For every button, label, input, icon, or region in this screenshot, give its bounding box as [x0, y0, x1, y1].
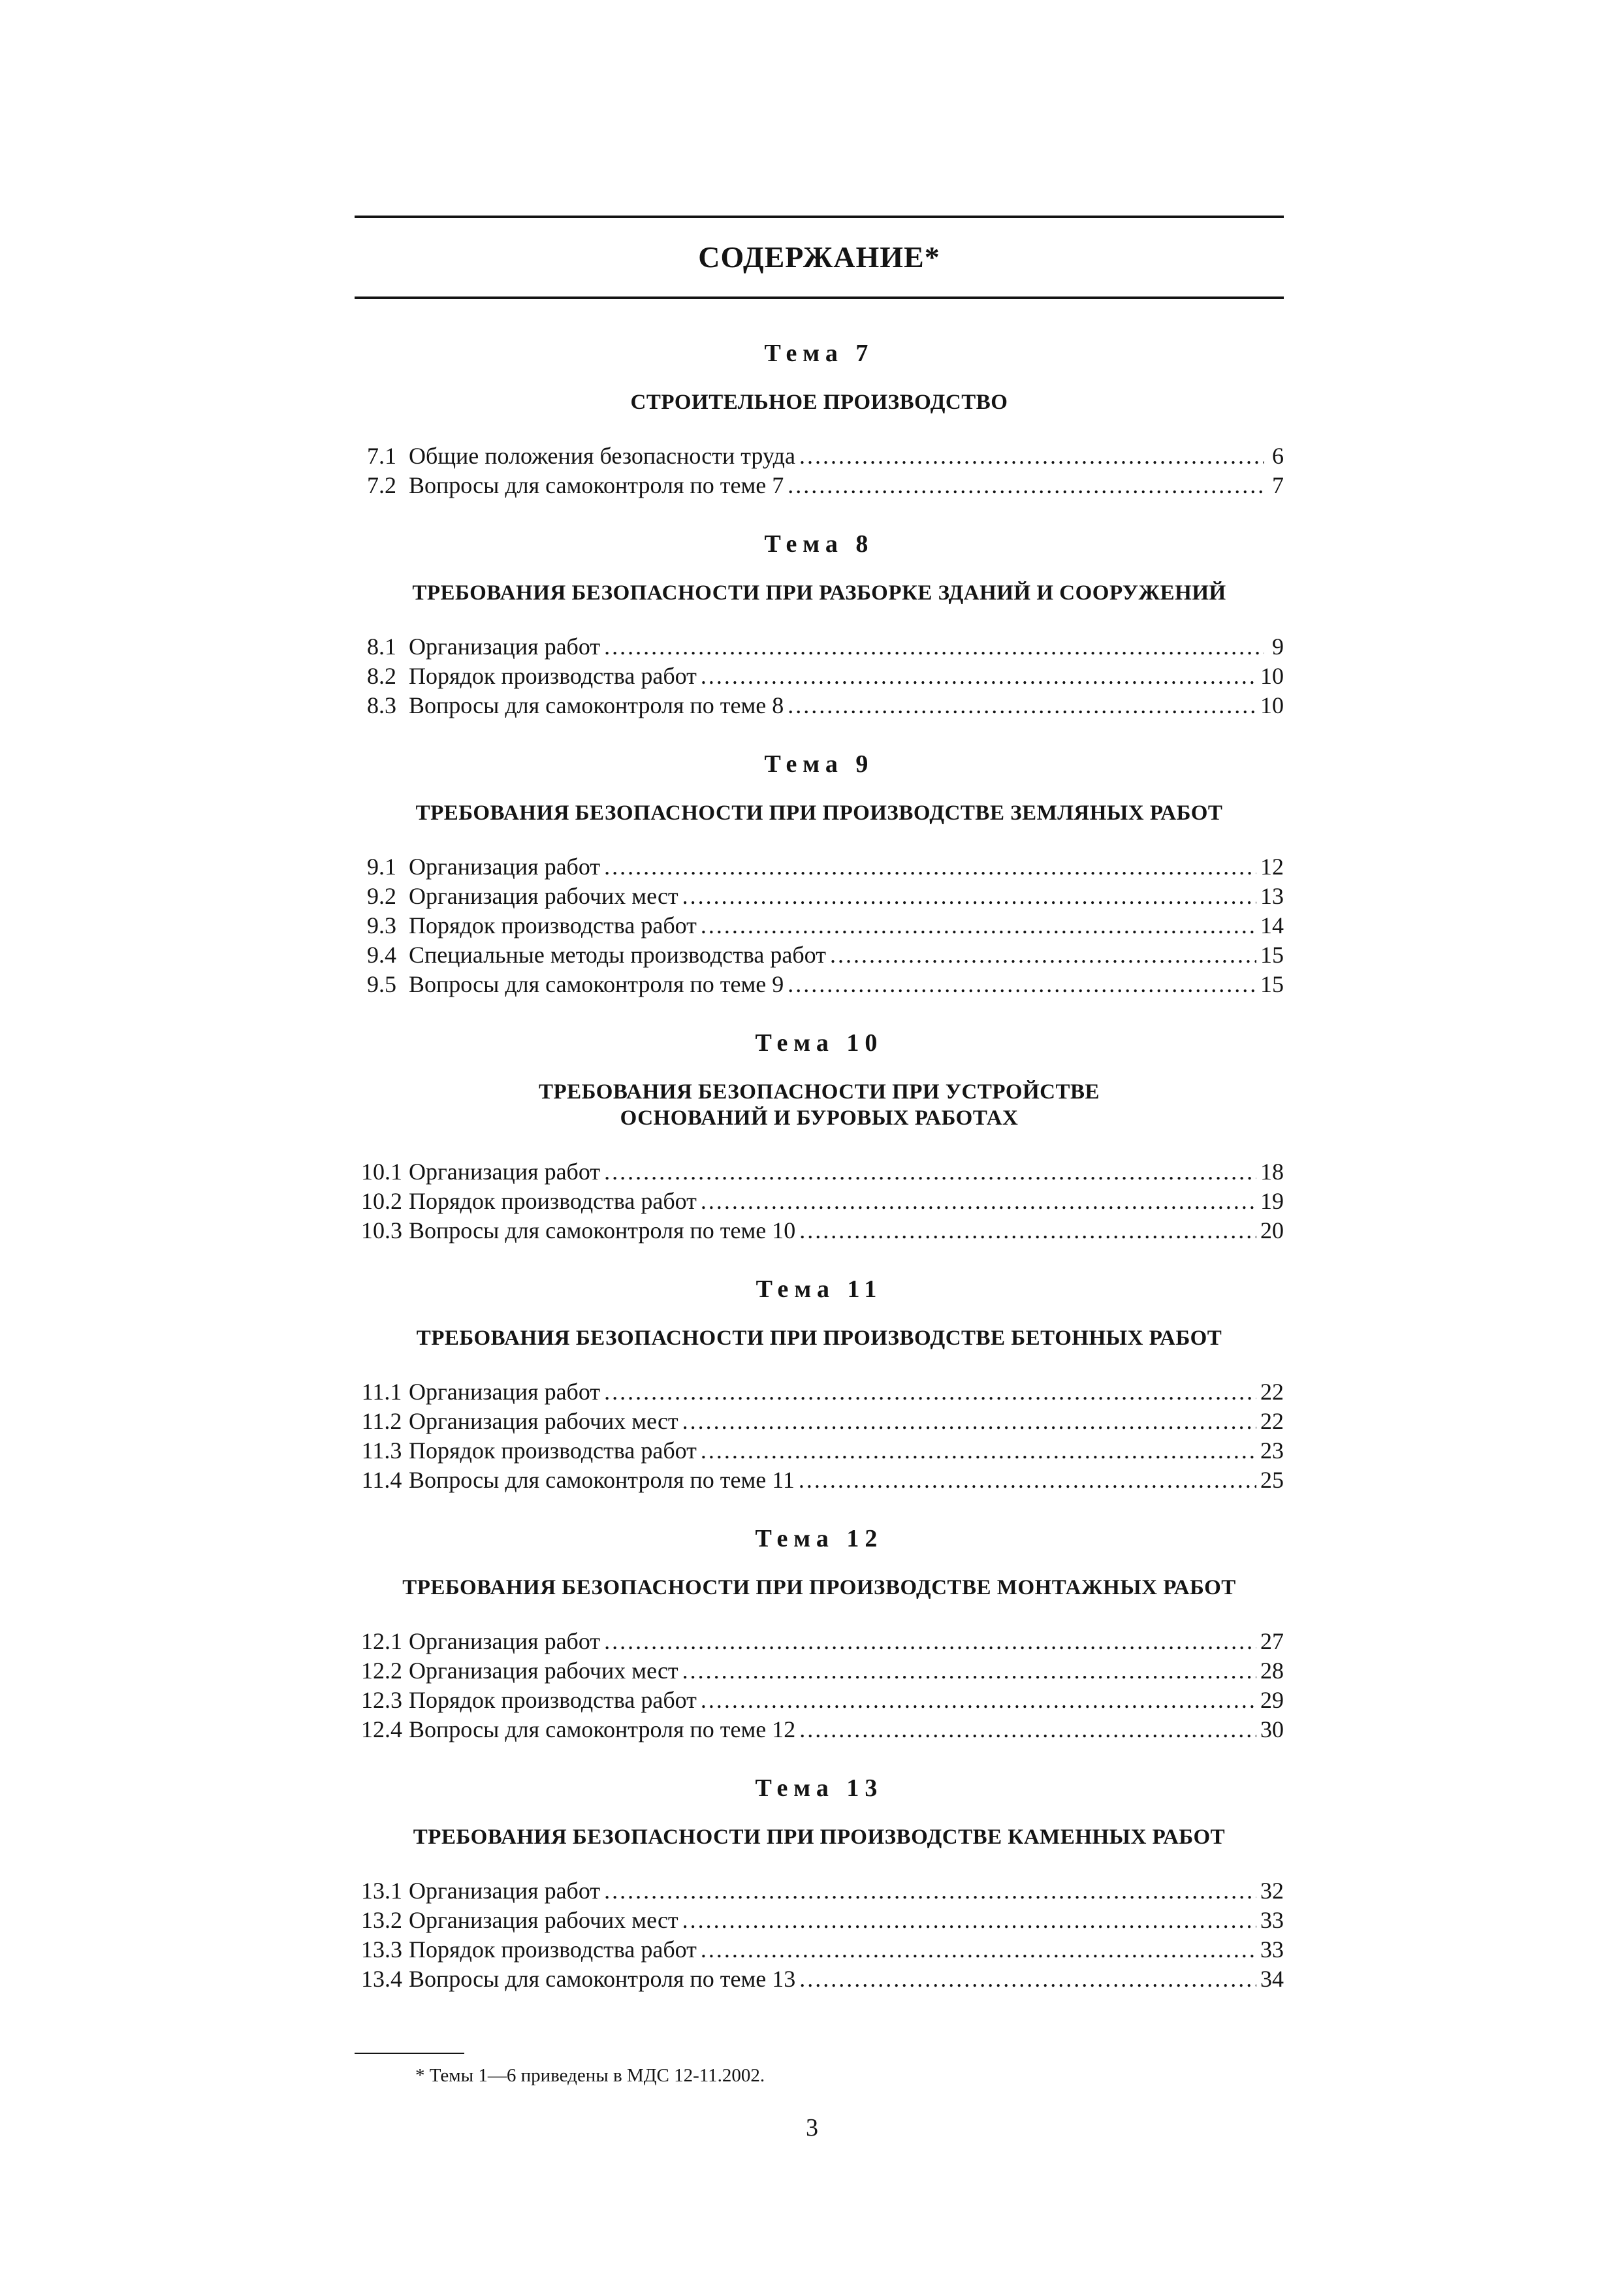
toc-entry[interactable] [355, 1715, 1284, 1744]
entry-text: Вопросы для самоконтроля по теме 8 [409, 692, 784, 718]
toc-entry[interactable] [355, 1906, 1284, 1935]
entry-page: 22 [1260, 1379, 1284, 1405]
entry-page: 13 [1260, 883, 1284, 909]
dot-leader [604, 1627, 1256, 1656]
topic-title: СТРОИТЕЛЬНОЕ ПРОИЗВОДСТВО [630, 391, 1008, 414]
topic-title: ТРЕБОВАНИЯ БЕЗОПАСНОСТИ ПРИ ПРОИЗВОДСТВЕ БЕТОННЫХ РАБОТ [416, 1326, 1222, 1350]
entry-page: 15 [1260, 942, 1284, 968]
dot-leader [799, 441, 1264, 471]
toc-entry[interactable] [355, 1407, 1284, 1436]
entry-text: Вопросы для самоконтроля по теме 7 [409, 472, 784, 498]
entry-text: Организация рабочих мест [409, 1658, 678, 1684]
dot-leader [682, 1656, 1256, 1686]
entry-number: 12.1 [361, 1628, 402, 1654]
dot-leader [604, 1876, 1256, 1906]
topic-entries [355, 441, 1284, 500]
entry-page: 29 [1260, 1687, 1284, 1713]
entry-number: 12.4 [361, 1716, 402, 1742]
toc-entry[interactable] [355, 1377, 1284, 1407]
entry-text: Организация работ [409, 854, 601, 880]
topic-entries [355, 1377, 1284, 1495]
dot-leader [788, 970, 1256, 999]
entry-number: 10.3 [361, 1217, 402, 1243]
topic-number: Тема 10 [755, 1029, 884, 1057]
entry-page: 18 [1260, 1159, 1284, 1185]
entry-number: 7.1 [367, 443, 396, 469]
entry-number: 12.3 [361, 1687, 402, 1713]
entry-page: 25 [1260, 1467, 1284, 1493]
dot-leader [604, 632, 1264, 662]
topic-entries [355, 1876, 1284, 1994]
entry-text: Порядок производства работ [409, 1936, 697, 1963]
entry-text: Вопросы для самоконтроля по теме 9 [409, 971, 784, 997]
entry-number: 12.2 [361, 1658, 402, 1684]
entry-text: Порядок производства работ [409, 1188, 697, 1214]
entry-number: 9.3 [367, 912, 396, 938]
entry-text: Порядок производства работ [409, 1687, 697, 1713]
entry-page: 27 [1260, 1628, 1284, 1654]
table-of-contents [355, 216, 1284, 1994]
entry-number: 9.4 [367, 942, 396, 968]
topic-number: Тема 7 [764, 340, 874, 367]
title-bottom-rule [355, 297, 1284, 299]
entry-number: 11.2 [361, 1408, 402, 1434]
entry-text: Порядок производства работ [409, 1437, 697, 1464]
toc-entry[interactable] [355, 1686, 1284, 1715]
topic-number: Тема 13 [755, 1774, 884, 1802]
page-title: СОДЕРЖАНИЕ* [698, 240, 940, 274]
footnote-rule [355, 2053, 464, 2054]
dot-leader [788, 471, 1264, 500]
toc-entry[interactable] [355, 1627, 1284, 1656]
entry-page: 10 [1260, 663, 1284, 689]
topic-number: Тема 9 [764, 750, 874, 778]
entry-text: Организация работ [409, 633, 601, 660]
dot-leader [701, 1686, 1256, 1715]
topic-12-section [355, 1521, 1284, 1744]
entry-page: 12 [1260, 854, 1284, 880]
entry-number: 9.1 [367, 854, 396, 880]
entry-text: Вопросы для самоконтроля по теме 13 [409, 1966, 796, 1992]
entry-text: Специальные методы производства работ [409, 942, 826, 968]
toc-entry[interactable] [355, 1157, 1284, 1187]
entry-page: 23 [1260, 1437, 1284, 1464]
page-number: 3 [806, 2114, 818, 2141]
entry-text: Организация рабочих мест [409, 1408, 678, 1434]
topic-7-section [355, 336, 1284, 500]
topic-title: ТРЕБОВАНИЯ БЕЗОПАСНОСТИ ПРИ РАЗБОРКЕ ЗДАНИЙ И СООРУЖЕНИЙ [412, 581, 1226, 605]
dot-leader [701, 662, 1256, 691]
dot-leader [701, 1935, 1256, 1964]
toc-entry[interactable] [355, 1876, 1284, 1906]
toc-entry[interactable] [355, 970, 1284, 999]
dot-leader [682, 882, 1256, 911]
entry-number: 11.4 [361, 1467, 402, 1493]
toc-entry[interactable] [355, 662, 1284, 691]
topic-number: Тема 8 [764, 530, 874, 558]
entry-page: 22 [1260, 1408, 1284, 1434]
toc-entry[interactable] [355, 1935, 1284, 1964]
entry-number: 13.2 [361, 1907, 402, 1933]
entry-page: 32 [1260, 1878, 1284, 1904]
topic-title: ТРЕБОВАНИЯ БЕЗОПАСНОСТИ ПРИ ПРОИЗВОДСТВЕ КАМЕННЫХ РАБОТ [413, 1825, 1226, 1849]
entry-text: Вопросы для самоконтроля по теме 11 [409, 1467, 795, 1493]
entry-text: Организация рабочих мест [409, 1907, 678, 1933]
toc-entry[interactable] [355, 1216, 1284, 1245]
topic-title: ТРЕБОВАНИЯ БЕЗОПАСНОСТИ ПРИ ПРОИЗВОДСТВЕ ЗЕМЛЯНЫХ РАБОТ [415, 801, 1223, 825]
toc-entry[interactable] [355, 911, 1284, 940]
toc-entry[interactable] [355, 632, 1284, 662]
dot-leader [799, 1466, 1256, 1495]
toc-entry[interactable] [355, 441, 1284, 471]
topic-title-line: ОСНОВАНИЙ И БУРОВЫХ РАБОТАХ [620, 1106, 1019, 1130]
dot-leader [701, 911, 1256, 940]
dot-leader [799, 1964, 1256, 1994]
entry-text: Организация работ [409, 1628, 601, 1654]
entry-page: 10 [1260, 692, 1284, 718]
entry-text: Организация работ [409, 1878, 601, 1904]
entry-page: 6 [1272, 443, 1284, 469]
entry-page: 14 [1260, 912, 1284, 938]
toc-entry[interactable] [355, 940, 1284, 970]
entry-number: 10.2 [361, 1188, 402, 1214]
entry-text: Организация работ [409, 1159, 601, 1185]
entry-text: Общие положения безопасности труда [409, 443, 795, 469]
dot-leader [799, 1715, 1256, 1744]
topic-number: Тема 12 [755, 1525, 884, 1552]
entry-page: 33 [1260, 1907, 1284, 1933]
entry-number: 13.1 [361, 1878, 402, 1904]
entry-page: 33 [1260, 1936, 1284, 1963]
entry-page: 9 [1272, 633, 1284, 660]
entry-page: 30 [1260, 1716, 1284, 1742]
entry-text: Вопросы для самоконтроля по теме 10 [409, 1217, 796, 1243]
entry-text: Порядок производства работ [409, 663, 697, 689]
entry-number: 11.1 [361, 1379, 402, 1405]
toc-entry[interactable] [355, 1964, 1284, 1994]
dot-leader [682, 1906, 1256, 1935]
topic-title: ТРЕБОВАНИЯ БЕЗОПАСНОСТИ ПРИ ПРОИЗВОДСТВЕ МОНТАЖНЫХ РАБОТ [402, 1576, 1236, 1599]
topic-9-section [355, 746, 1284, 999]
topic-entries [355, 632, 1284, 720]
toc-entry[interactable] [355, 852, 1284, 882]
toc-entry[interactable] [355, 471, 1284, 500]
topic-title [355, 1079, 1284, 1131]
topic-entries [355, 1157, 1284, 1245]
entry-page: 7 [1272, 472, 1284, 498]
topic-title-line: ТРЕБОВАНИЯ БЕЗОПАСНОСТИ ПРИ УСТРОЙСТВЕ [538, 1080, 1100, 1104]
topic-number: Тема 11 [756, 1275, 883, 1303]
dot-leader [604, 1157, 1256, 1187]
toc-entry[interactable] [355, 691, 1284, 720]
entry-number: 13.4 [361, 1966, 402, 1992]
entry-text: Организация работ [409, 1379, 601, 1405]
dot-leader [701, 1187, 1256, 1216]
entry-number: 13.3 [361, 1936, 402, 1963]
dot-leader [604, 852, 1256, 882]
topic-13-section [355, 1771, 1284, 1994]
toc-entry[interactable] [355, 882, 1284, 911]
entry-text: Организация рабочих мест [409, 883, 678, 909]
entry-number: 8.3 [367, 692, 396, 718]
entry-page: 20 [1260, 1217, 1284, 1243]
entry-page: 15 [1260, 971, 1284, 997]
topic-8-section [355, 526, 1284, 720]
topic-10-section [355, 1025, 1284, 1245]
entry-page: 19 [1260, 1188, 1284, 1214]
toc-entry[interactable] [355, 1466, 1284, 1495]
dot-leader [830, 940, 1256, 970]
footnote: * Темы 1—6 приведены в МДС 12-11.2002. [415, 2065, 765, 2086]
dot-leader [788, 691, 1256, 720]
entry-text: Вопросы для самоконтроля по теме 12 [409, 1716, 796, 1742]
topic-entries [355, 852, 1284, 999]
entry-number: 9.2 [367, 883, 396, 909]
entry-number: 11.3 [361, 1437, 402, 1464]
dot-leader [682, 1407, 1256, 1436]
toc-entry[interactable] [355, 1436, 1284, 1466]
entry-text: Порядок производства работ [409, 912, 697, 938]
entry-number: 7.2 [367, 472, 396, 498]
topic-11-section [355, 1272, 1284, 1495]
entry-number: 10.1 [361, 1159, 402, 1185]
entry-page: 34 [1260, 1966, 1284, 1992]
entry-number: 8.1 [367, 633, 396, 660]
entry-number: 9.5 [367, 971, 396, 997]
dot-leader [701, 1436, 1256, 1466]
dot-leader [604, 1377, 1256, 1407]
topic-entries [355, 1627, 1284, 1744]
toc-entry[interactable] [355, 1656, 1284, 1686]
entry-page: 28 [1260, 1658, 1284, 1684]
dot-leader [799, 1216, 1256, 1245]
toc-entry[interactable] [355, 1187, 1284, 1216]
entry-number: 8.2 [367, 663, 396, 689]
